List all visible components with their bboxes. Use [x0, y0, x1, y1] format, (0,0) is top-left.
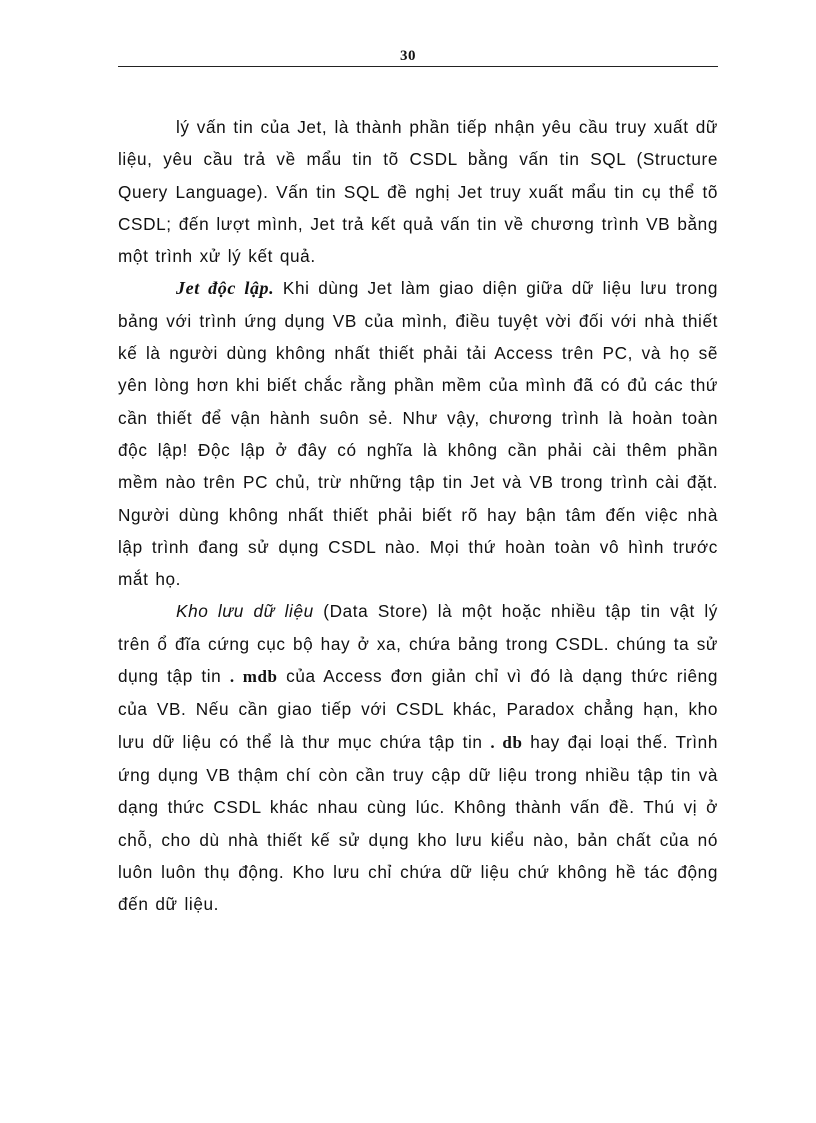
page-number: 30	[400, 48, 416, 64]
term-data-store: Kho lưu dữ liệu	[176, 601, 314, 622]
mdb-extension: . mdb	[229, 667, 278, 687]
header-rule	[118, 66, 718, 67]
paragraph-text: của Access đơn giản chỉ vì đó là dạng thức riêng của VB. Nếu cần giao tiếp với CSDL khác, Paradox chẳng hạn, kho lưu dữ liệu có thể là thư mục chứa tập tin	[118, 666, 718, 752]
db-extension: . db	[490, 732, 523, 752]
paragraph-text: hay đại loại thế. Trình ứng dụng VB thậm chí còn cần truy cập dữ liệu trong nhiều tập tin và dạng thức CSDL khác nhau cùng lúc. Không thành vấn đề. Thú vị ở chỗ, cho dù nhà thiết kế sử dụng kho lưu kiểu nào, bản chất của nó luôn luôn thụ động. Kho lưu chỉ chứa dữ liệu chứ không hề tác động đến dữ liệu.	[118, 731, 718, 915]
term-jet-independent: Jet độc lập.	[176, 278, 275, 299]
paragraph-data-store	[118, 595, 718, 920]
paragraph-text: lý vấn tin của Jet, là thành phần tiếp nhận yêu cầu truy xuất dữ liệu, yêu cầu trả về mẩu tin tõ CSDL bằng vấn tin SQL (Structure Query Language). Vấn tin SQL đề nghị Jet truy xuất mẩu tin cụ thể tõ CSDL; đến lượt mình, Jet trả kết quả vấn tin về chương trình VB bằng một trình xử lý kết quả.	[118, 117, 718, 267]
paragraph-jet-independent	[118, 272, 718, 595]
paragraph-text: Khi dùng Jet làm giao diện giữa dữ liệu lưu trong bảng với trình ứng dụng VB của mình, điều tuyệt vời đối với nhà thiết kế là người dùng không nhất thiết phải tải Access trên PC, và họ sẽ yên lòng hơn khi biết chắc rằng phần mềm của mình đã có đủ các thứ cần thiết để vận hành suôn sẻ. Như vậy, chương trình là hoàn toàn độc lập! Độc lập ở đây có nghĩa là không cần phải cài thêm phần mềm nào trên PC chủ, trừ những tập tin Jet và VB trong trình cài đặt. Người dùng không nhất thiết phải biết rõ hay bận tâm đến việc nhà lập trình đang sử dụng CSDL nào. Mọi thứ hoàn toàn vô hình trước mắt họ.	[118, 278, 718, 590]
paragraph-text: (Data Store) là một hoặc nhiều tập tin vật lý trên ổ đĩa cứng cục bộ hay ở xa, chứa bảng trong CSDL. chúng ta sử dụng tập tin	[118, 601, 718, 687]
paragraph-jet-query	[118, 111, 718, 272]
body-text	[118, 111, 718, 920]
